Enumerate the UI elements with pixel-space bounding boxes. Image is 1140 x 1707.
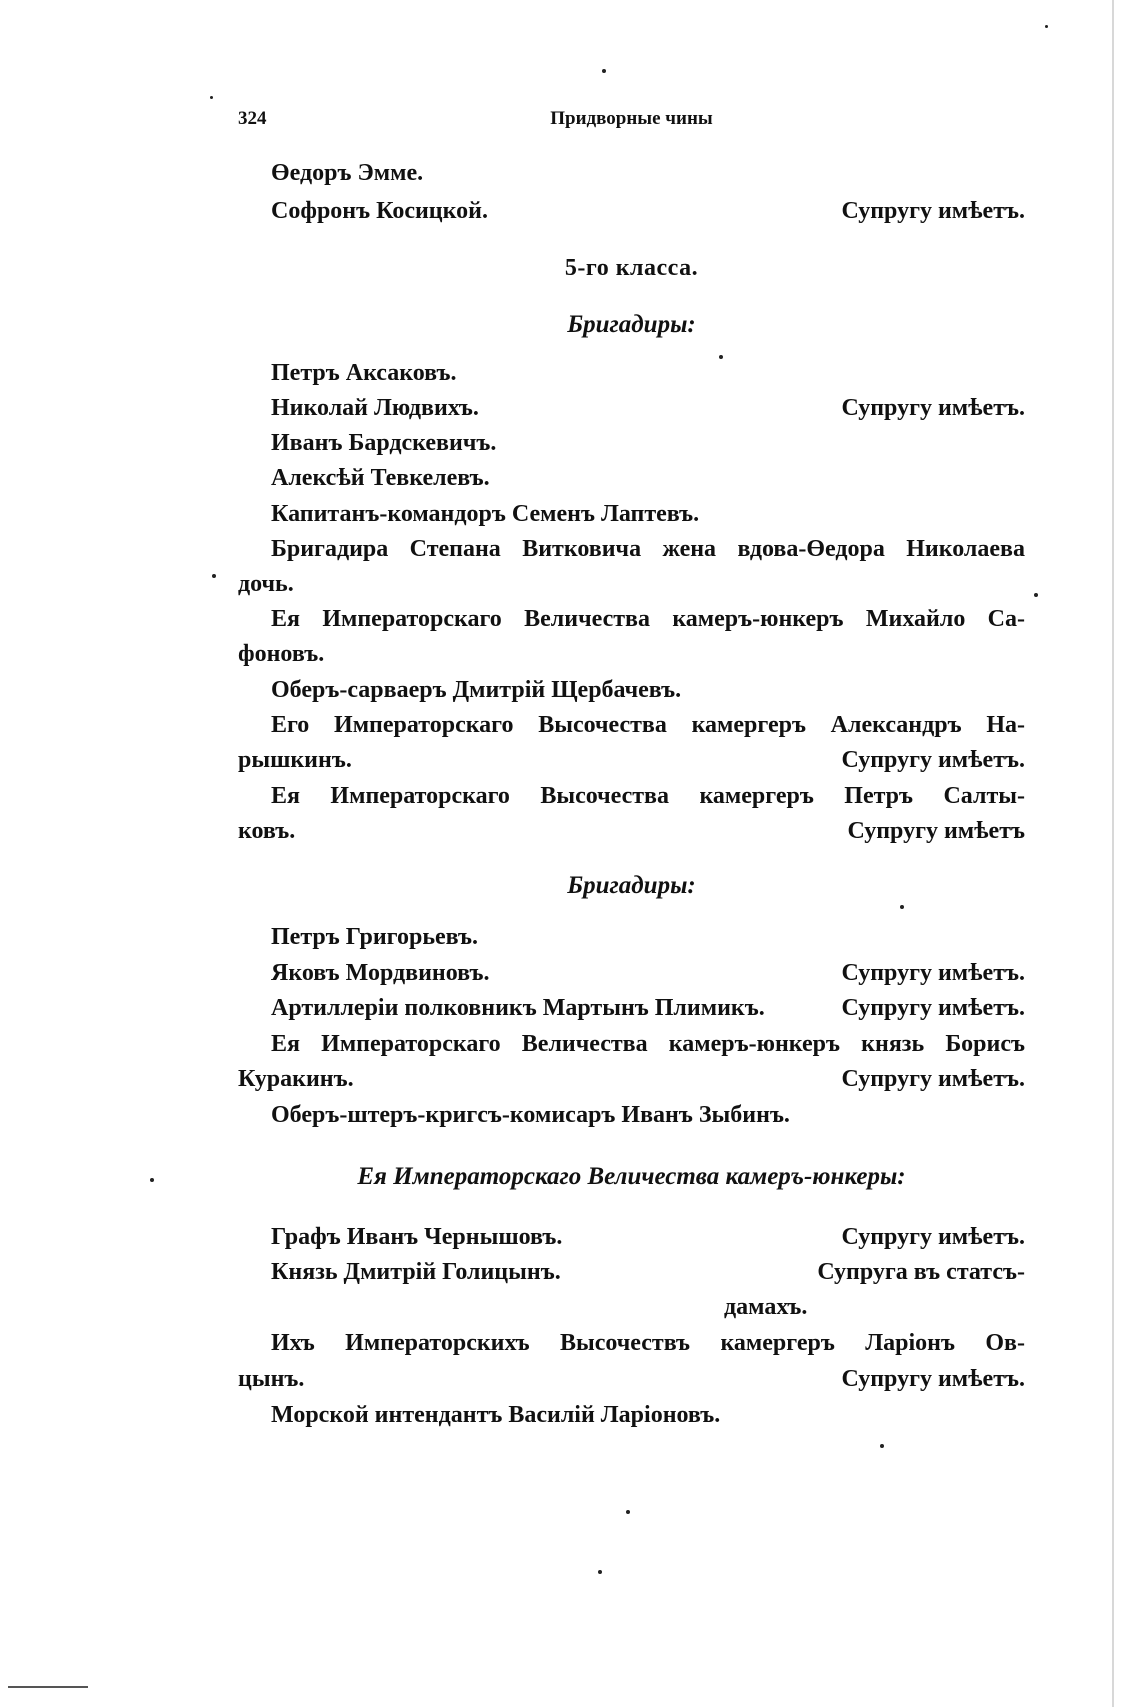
- print-speck: [602, 69, 606, 73]
- entry-line: Графъ Иванъ Чернышовъ. Супругу имѣетъ.: [238, 1219, 1025, 1255]
- print-speck: [1034, 593, 1038, 597]
- entry-line: дочь.: [238, 571, 294, 597]
- footer-rule: [8, 1686, 88, 1688]
- spouse-note: Супругу имѣетъ.: [841, 1066, 1025, 1092]
- entry-line: [238, 1289, 1025, 1325]
- entry-line: Яковъ Мордвиновъ. Супругу имѣетъ.: [238, 955, 1025, 991]
- entry-line: Өедоръ Эмме.: [271, 160, 424, 186]
- entry-line: рышкинъ. Супругу имѣетъ.: [238, 742, 1025, 778]
- entry-line: цынъ. Супругу имѣетъ.: [238, 1361, 1025, 1397]
- entry-line: Ихъ Императорскихъ Высочествъ камергеръ Ларіонъ Ов-: [271, 1330, 1025, 1356]
- entry-line: Ея Императорскаго Высочества камергеръ Петръ Салты-: [271, 783, 1025, 809]
- spouse-note: Супругу имѣетъ.: [841, 960, 1025, 986]
- entry-line: Софронъ Косицкой. Супругу имѣетъ.: [238, 193, 1025, 229]
- entry-line: Князь Дмитрій Голицынъ. Супруга въ статсъ-: [238, 1254, 1025, 1290]
- entry-line: Морской интендантъ Василій Ларіоновъ.: [271, 1402, 721, 1428]
- page-number: 324: [238, 108, 267, 129]
- spouse-note: Супругу имѣетъ.: [841, 1366, 1025, 1392]
- spouse-note: Супругу имѣетъ: [847, 818, 1025, 844]
- print-speck: [1045, 25, 1048, 28]
- print-speck: [150, 1178, 154, 1182]
- print-speck: [210, 96, 213, 99]
- entry-line: Артиллеріи полковникъ Мартынъ Плимикъ. Супругу имѣетъ.: [238, 990, 1025, 1026]
- section-heading: Бригадиры:: [567, 872, 696, 899]
- spouse-note: Супругу имѣетъ.: [841, 395, 1025, 421]
- class-heading: 5-го класса.: [564, 255, 699, 281]
- page-edge-line: [1112, 0, 1114, 1707]
- entry-line: Оберъ-сарваеръ Дмитрій Щербачевъ.: [271, 677, 682, 703]
- running-title: Придворные чины: [550, 108, 713, 129]
- entry-line: ковъ. Супругу имѣетъ: [238, 813, 1025, 849]
- spouse-note: Супругу имѣетъ.: [841, 1224, 1025, 1250]
- print-speck: [880, 1444, 884, 1448]
- entry-line: Ея Императорскаго Величества камеръ-юнкеръ Михайло Са-: [271, 606, 1025, 632]
- entry-line: Куракинъ. Супругу имѣетъ.: [238, 1061, 1025, 1097]
- entry-line: фоновъ.: [238, 641, 325, 667]
- spouse-note: Супругу имѣетъ.: [841, 747, 1025, 773]
- print-speck: [598, 1570, 602, 1574]
- entry-line: Ея Императорскаго Величества камеръ-юнкеръ князь Борисъ: [271, 1031, 1025, 1057]
- entry-line: Николай Людвихъ. Супругу имѣетъ.: [238, 390, 1025, 426]
- page-header: [238, 108, 1025, 138]
- entry-line: Бригадира Степана Витковича жена вдова-Өедора Николаева: [271, 536, 1025, 562]
- entry-line: Капитанъ-командоръ Семенъ Лаптевъ.: [271, 501, 700, 527]
- print-speck: [212, 574, 216, 578]
- entry-line: Его Императорскаго Высочества камергеръ Александръ На-: [271, 712, 1025, 738]
- entry-line: Петръ Аксаковъ.: [271, 360, 457, 386]
- entry-line: Алексѣй Тевкелевъ.: [271, 465, 490, 491]
- entry-line: Петръ Григорьевъ.: [271, 924, 479, 950]
- entry-line: Иванъ Бардскевичъ.: [271, 430, 497, 456]
- spouse-note: Супругу имѣетъ.: [841, 995, 1025, 1021]
- entry-line: Оберъ-штеръ-кригсъ-комисаръ Иванъ Зыбинъ.: [271, 1102, 790, 1128]
- spouse-note: дамахъ.: [724, 1294, 808, 1320]
- spouse-note: Супруга въ статсъ-: [817, 1259, 1025, 1285]
- spouse-note: Супругу имѣетъ.: [841, 198, 1025, 224]
- print-speck: [626, 1510, 630, 1514]
- section-heading: Ея Императорскаго Величества камеръ-юнкеры:: [357, 1163, 906, 1190]
- section-heading: Бригадиры:: [567, 311, 696, 338]
